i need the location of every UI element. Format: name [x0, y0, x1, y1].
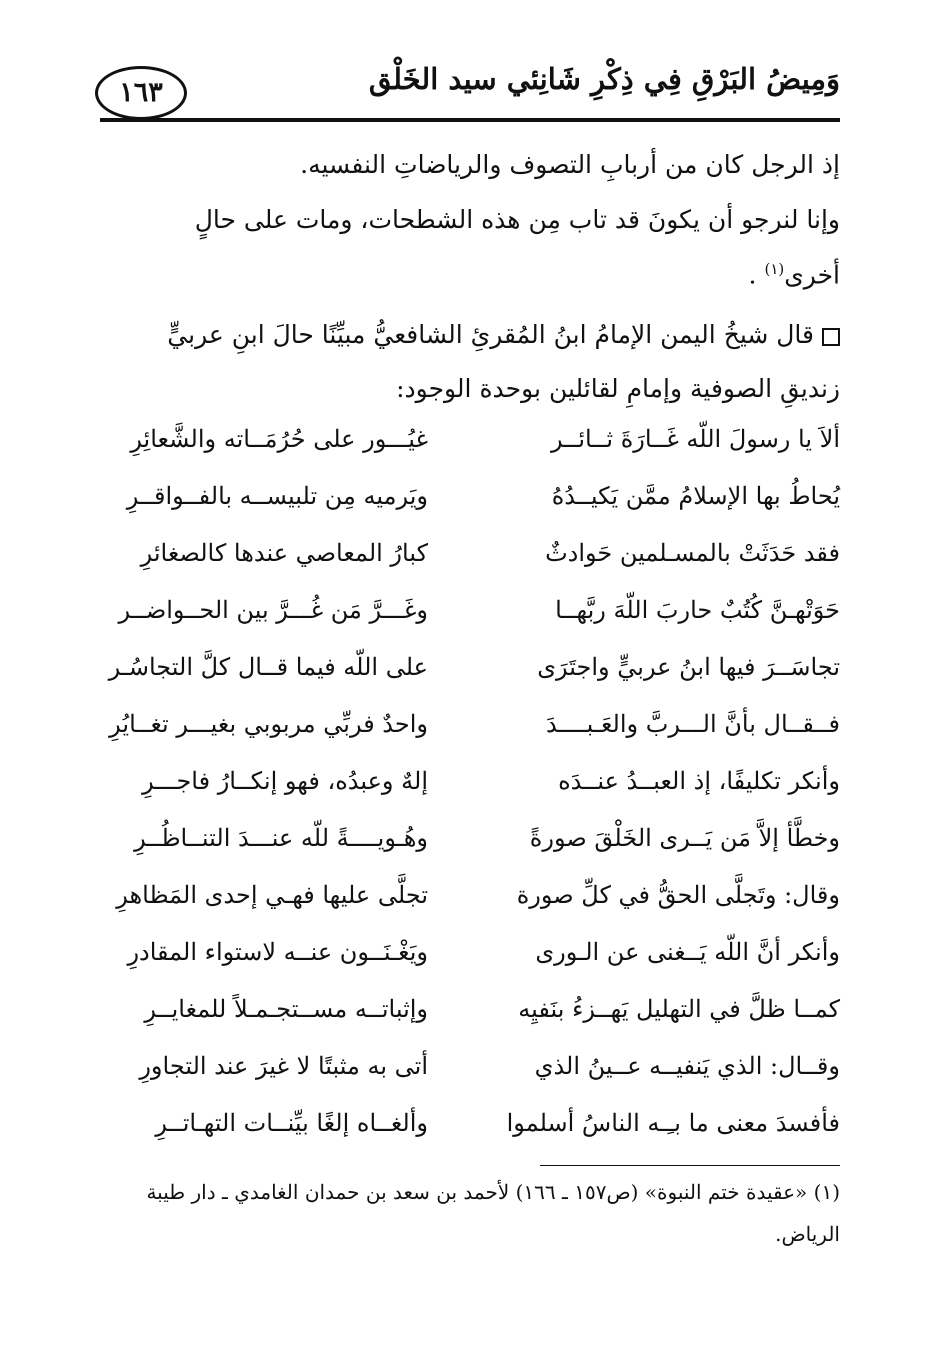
body-line-3-text: أخرى: [784, 260, 840, 290]
verse-second-hemistich: وإثباتــه مســتجـمـلاً للمغايــرِ: [144, 995, 428, 1023]
verse-first-hemistich: وخطَّأ إلاَّ مَن يَــرى الخَلْقَ صورةً: [529, 824, 840, 852]
verse: [98, 767, 840, 817]
verse-first-hemistich: تجاسَــرَ فيها ابنُ عربيٍّ واجتَرَى: [537, 653, 840, 681]
verse-second-hemistich: تجلَّى عليها فهـي إحدى المَظاهرِ: [116, 881, 428, 909]
verse-first-hemistich: كمــا ظلَّ في التهليل يَهــزءُ بنَفيِه: [518, 995, 840, 1023]
verse-second-hemistich: واحدٌ فربِّي مربوبي بغيـــر تغــايُرِ: [109, 710, 428, 738]
verse-first-hemistich: فقد حَدَثَتْ بالمسـلمين حَوادثٌ: [545, 539, 840, 567]
verse-second-hemistich: غيُـــور على حُرُمَــاته والشَّعائِرِ: [130, 425, 428, 453]
verse-first-hemistich: ألاَ يا رسولَ اللّه غَــارَةَ ثــائــر: [551, 425, 840, 453]
body-line-3-end: .: [748, 260, 765, 290]
verse-first-hemistich: وقال: وتَجلَّى الحقُّ في كلِّ صورة: [516, 881, 840, 909]
verse: [98, 710, 840, 760]
footnote-ref: (١): [764, 260, 785, 278]
body-line-4-text: قال شيخُ اليمن الإمامُ ابنُ المُقرئِ الشافعيُّ مبيِّنًا حالَ ابنِ عربيٍّ: [167, 320, 814, 349]
verse-second-hemistich: وهُـويــــةً للّه عنـــدَ التنــاظُــرِ: [134, 824, 428, 852]
verse: [98, 1109, 840, 1159]
verse-second-hemistich: على اللّه فيما قــال كلَّ التجاسُـر: [108, 653, 428, 681]
verse: [98, 881, 840, 931]
verse-first-hemistich: حَوَتْهـنَّ كُتُبٌ حاربَ اللّهَ ربَّهــا: [555, 596, 840, 624]
verse-first-hemistich: فــقــال بأنَّ الـــربَّ والعَـبــــدَ: [545, 710, 840, 738]
body-line-5: زنديقِ الصوفية وإمامِ لقائلين بوحدة الوجود:: [396, 374, 840, 403]
verse: [98, 482, 840, 532]
verse-first-hemistich: وقــال: الذي يَنفيــه عــينُ الذي: [534, 1052, 840, 1080]
verse: [98, 1052, 840, 1102]
verse-second-hemistich: أتى به مثبتًا لا غيرَ عند التجاورِ: [139, 1052, 428, 1080]
footnote-line-2: الرياض.: [775, 1222, 840, 1246]
verse-second-hemistich: ويَرميه مِن تلبيســه بالفــواقــرِ: [126, 482, 428, 510]
verse: [98, 596, 840, 646]
body-line-3: [749, 260, 840, 289]
body-line-1: إذ الرجل كان من أربابِ التصوف والرياضاتِ النفسيه.: [300, 150, 840, 179]
verse: [98, 938, 840, 988]
verse-second-hemistich: ويَغْـنَــون عنــه لاستواء المقادرِ: [127, 938, 428, 966]
verse: [98, 425, 840, 475]
verse: [98, 995, 840, 1045]
verse: [98, 539, 840, 589]
section-marker-icon: [822, 328, 840, 346]
verse-first-hemistich: وأنكر أنَّ اللّه يَــغنى عن الـورى: [535, 938, 840, 966]
verse-first-hemistich: وأنكر تكليفًا، إذ العبــدُ عنــدَه: [558, 767, 840, 795]
verse-second-hemistich: وغَـــرَّ مَن غُـــرَّ بين الحــواضــر: [118, 596, 428, 624]
verse-second-hemistich: كبارُ المعاصي عندها كالصغائرِ: [140, 539, 428, 567]
body-line-4: [167, 320, 840, 349]
footnote-rule: [540, 1165, 840, 1166]
verse-second-hemistich: وألغــاه إلغًا بيِّنــات التهـاتــرِ: [155, 1109, 428, 1137]
verse-second-hemistich: إلهٌ وعبدُه، فهو إنكــارُ فاجـــرِ: [142, 767, 428, 795]
header-rule: [100, 118, 840, 122]
verse-first-hemistich: فأفسدَ معنى ما بـِـه الناسُ أسلموا: [506, 1109, 840, 1137]
verse: [98, 653, 840, 703]
footnote-line-1: (١) «عقيدة ختم النبوة» (ص١٥٧ ـ ١٦٦) لأحمد بن سعد بن حمدان الغامدي ـ دار طيبة: [146, 1180, 840, 1204]
body-line-2: وإنا لنرجو أن يكونَ قد تاب مِن هذه الشطحات، ومات على حالٍ: [194, 205, 840, 234]
page-number: ١٦٣: [95, 66, 187, 120]
verse: [98, 824, 840, 874]
book-title: وَمِيضُ البَرْقِ فِي ذِكْرِ شَانِئي سيد الخَلْق: [368, 62, 840, 96]
verse-first-hemistich: يُحاطُ بها الإسلامُ ممَّن يَكيــدُهُ: [551, 482, 840, 510]
